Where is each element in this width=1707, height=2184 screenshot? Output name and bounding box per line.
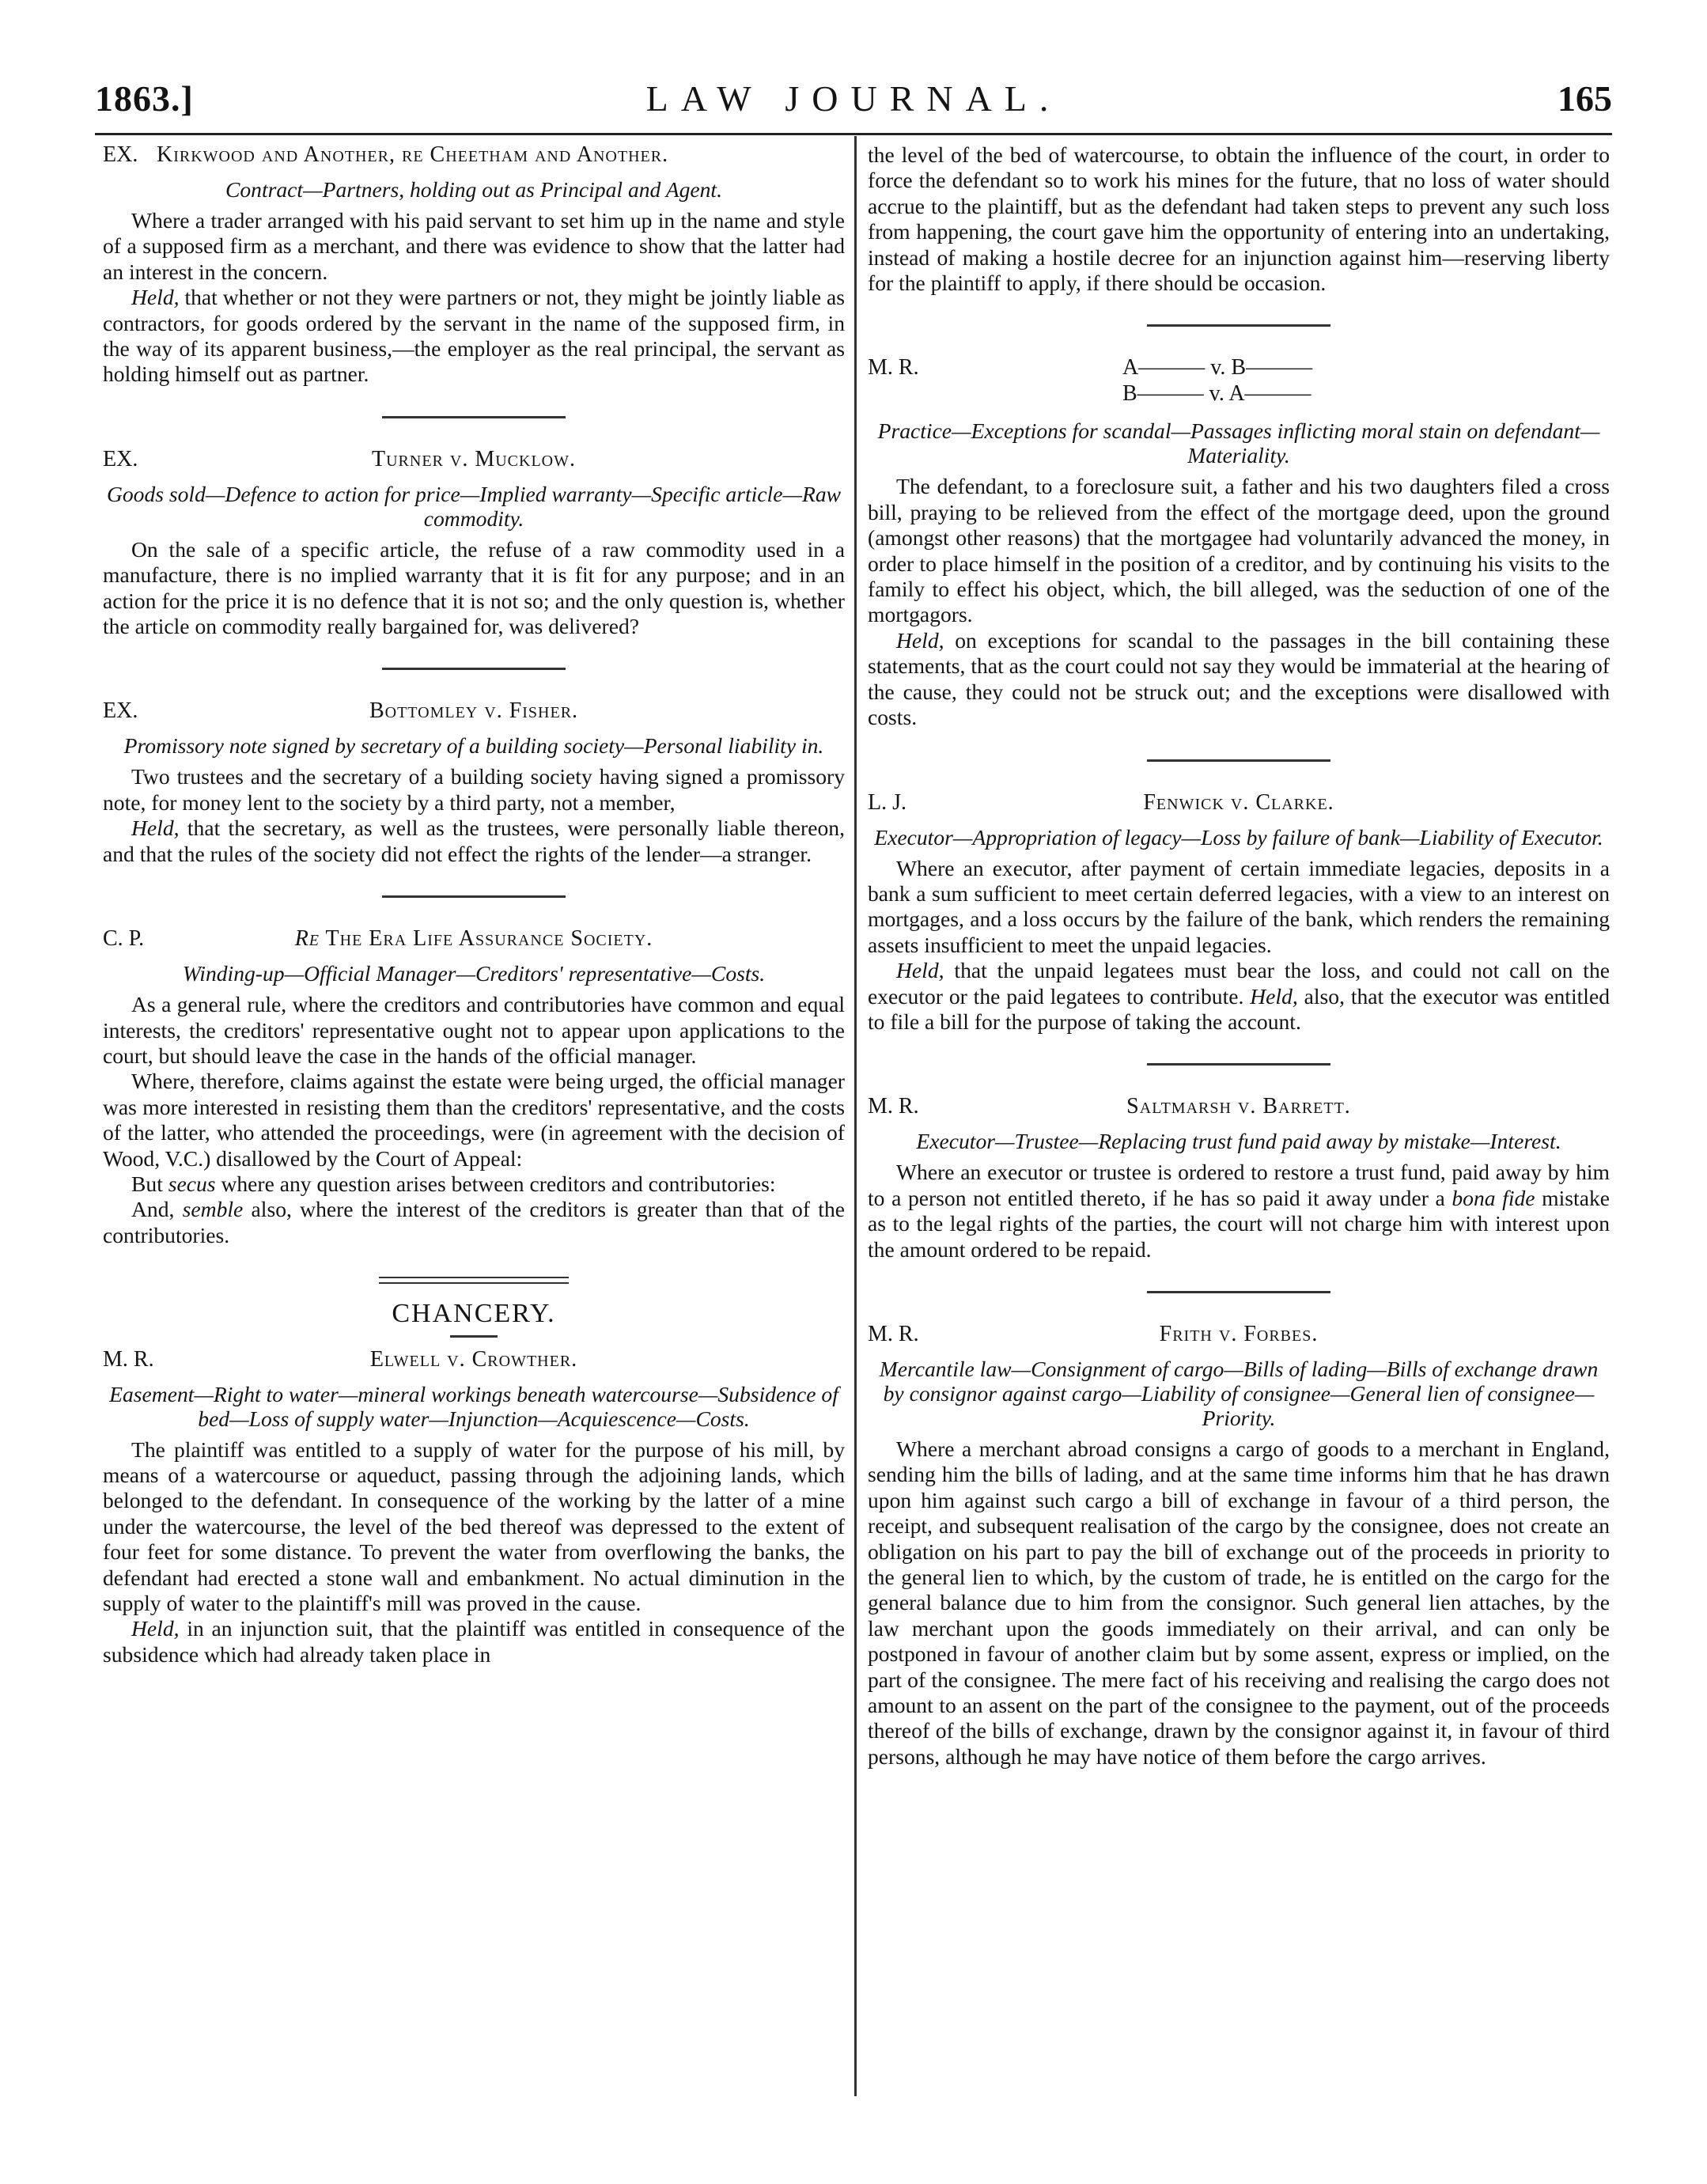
column-divider xyxy=(854,136,857,2096)
italic-run: bona fide xyxy=(1452,1185,1535,1210)
case-title: Turner v. Mucklow. xyxy=(372,446,576,471)
right-column xyxy=(868,142,1610,1770)
case-rubric: Goods sold—Defence to action for price—Implied warranty—Specific article—Raw commodity. xyxy=(106,481,842,531)
case-title: Saltmarsh v. Barrett. xyxy=(1126,1094,1351,1119)
case-elwell xyxy=(103,1347,845,1668)
case-turner xyxy=(103,447,845,640)
case-rubric: Practice—Exceptions for scandal—Passages inflicting moral stain on defendant—Materiality. xyxy=(877,418,1600,468)
court-label: M. R. xyxy=(868,1094,919,1119)
text-run: also, where the interest of the creditors is greater than that of the contributories. xyxy=(103,1197,845,1247)
case-paragraph: Where a merchant abroad consigns a cargo of goods to a merchant in England, sending him the bills of lading, and at the same time informs him that he has drawn upon him against such cargo a bill of exchange in favour of a third person, the receipt, and subsequent realisation of the cargo by the consignee, does not create an obligation on his part to pay the bill of exchange out of the proceeds in priority to the general lien to which, by the custom of trade, he is entitled on the cargo for the general balance due to him from the consignor. Such general lien attaches, by the law merchant upon the goods immediately on their arrival, and can only be postponed in favour of another claim but by some assent, express or implied, on the part of the consignee. The mere fact of his receiving and realising the cargo does not amount to an assent on the part of the consignee to the payment, out of the proceeds thereof of the bills of exchange, drawn by the consignor against it, in favour of third persons, although he may have notice of them before the cargo arrives. xyxy=(868,1436,1610,1769)
case-rubric: Promissory note signed by secretary of a building society—Personal liability in. xyxy=(123,733,824,759)
text-run: where any question arises between creditors and contributories: xyxy=(215,1171,776,1196)
case-paragraph: The plaintiff was entitled to a supply of water for the purpose of his mill, by means of a watercourse or aqueduct, passing through the adjoining lands, which belonged to the defendant. In consequence of the working by the latter of a mine under the watercourse, the level of the bed thereof was depressed to the extent of four feet for some distance. To prevent the water from overflowing the banks, the defendant had erected a stone wall and embankment. No actual diminution in the supply of water to the plaintiff's mill was proved in the cause. xyxy=(103,1436,845,1615)
case-separator xyxy=(382,668,566,670)
court-label: L. J. xyxy=(868,789,906,815)
text-run: And, xyxy=(131,1197,183,1222)
held-text: also, that the executor was entitled to file a bill for the purpose of taking the account. xyxy=(868,983,1610,1034)
court-label: M. R. xyxy=(868,1321,919,1346)
case-kirkwood xyxy=(103,142,845,388)
case-title: Bottomley v. Fisher. xyxy=(369,698,579,724)
text-run: mistake as to the legal rights of the parties, the court will not charge him with interest upon the amount ordered to be repaid. xyxy=(868,1185,1610,1262)
case-separator xyxy=(1147,1291,1330,1293)
left-column xyxy=(103,142,845,1667)
case-paragraph: Two trustees and the secretary of a building society having signed a promissory note, for money lent to the society by a third party, not a member, xyxy=(103,764,845,815)
case-title: Frith v. Forbes. xyxy=(1159,1321,1319,1346)
case-paragraph: The defendant, to a foreclosure suit, a father and his two daughters filed a cross bill, praying to be relieved from the effect of the mortgage deed, upon the ground (amongst other reasons) that the mortgagee had voluntarily advanced the money, in order to place himself in the position of a creditor, and by continuing his visits to the family to effect his object, which, the bill alleged, was the seduction of one of the mortgagors. xyxy=(868,474,1610,627)
parties-line-2: B——— v. A——— xyxy=(1122,381,1311,407)
case-paragraph: Where, therefore, claims against the estate were being urged, the official manager was more interested in resisting them than the creditors' representative, and the costs of the latter, who attended the proceedings, were (in agreement with the decision of Wood, V.C.) disallowed by the Court of Appeal: xyxy=(103,1069,845,1171)
case-title xyxy=(103,926,845,952)
held-paragraph xyxy=(868,628,1610,731)
case-a-v-b xyxy=(868,355,1610,730)
held-word: Held, xyxy=(896,958,944,983)
parties-line-1: A——— v. B——— xyxy=(1122,355,1313,380)
case-parties xyxy=(868,355,1610,411)
case-paragraph xyxy=(103,1197,845,1248)
held-text: that whether or not they were partners or not, they might be jointly liable as contractors, for goods ordered by the servant in the name of the supposed firm, in the way of its apparent business,—the employer as the real principal, the servant as holding himself out as partner. xyxy=(103,285,845,387)
heading-rule xyxy=(450,1335,498,1338)
case-rubric: Mercantile law—Consignment of cargo—Bills of lading—Bills of exchange drawn by consignor against cargo—Liability of consignee—General lien of consignee—Priority. xyxy=(879,1356,1599,1430)
case-rubric: Executor—Appropriation of legacy—Loss by failure of bank—Liability of Executor. xyxy=(874,824,1603,850)
case-rubric: Winding-up—Official Manager—Creditors' representative—Costs. xyxy=(182,961,766,986)
case-title-text: The Era Life Assurance Society. xyxy=(325,926,653,952)
held-text: in an injunction suit, that the plaintiff was entitled in consequence of the subsidence which had already taken place in xyxy=(103,1616,845,1667)
case-separator xyxy=(1147,324,1330,327)
text-run: Where an executor or trustee is ordered to restore a trust fund, paid away by him to a person not entitled thereto, if he has so paid it away under a xyxy=(868,1160,1610,1210)
case-rubric: Easement—Right to water—mineral workings beneath watercourse—Subsidence of bed—Loss of supply water—Injunction—Acquiescence—Costs. xyxy=(109,1381,838,1431)
case-separator xyxy=(382,416,566,418)
case-frith xyxy=(868,1322,1610,1770)
held-word: Held, xyxy=(131,285,180,310)
case-title: Elwell v. Crowther. xyxy=(369,1346,578,1372)
case-paragraph xyxy=(103,1171,845,1197)
header-rule xyxy=(95,133,1612,135)
held-text: that the secretary, as well as the trustees, were personally liable thereon, and that the rules of the society did not effect the rights of the lender—a stranger. xyxy=(103,816,845,866)
case-paragraph: On the sale of a specific article, the refuse of a raw commodity used in a manufacture, there is no implied warranty that it is fit for any purpose; and in an action for the price it is no defence that it is not so; and the only question is, whether the article on commodity really bargained for, was delivered? xyxy=(103,536,845,639)
case-rubric: Contract—Partners, holding out as Principal and Agent. xyxy=(225,177,722,202)
running-header xyxy=(95,78,1612,133)
case-separator xyxy=(1147,1063,1330,1066)
held-paragraph xyxy=(103,285,845,388)
case-title: Fenwick v. Clarke. xyxy=(1143,789,1334,815)
court-label: EX. xyxy=(103,446,138,471)
section-separator xyxy=(379,1277,569,1284)
case-paragraph xyxy=(868,1160,1610,1262)
held-paragraph xyxy=(103,1616,845,1667)
case-bottomley xyxy=(103,698,845,867)
case-fenwick xyxy=(868,790,1610,1035)
court-label: EX. xyxy=(103,142,138,167)
held-word: Held, xyxy=(896,627,944,653)
case-rubric: Executor—Trustee—Replacing trust fund paid away by mistake—Interest. xyxy=(916,1129,1561,1154)
court-label: EX. xyxy=(103,698,138,724)
court-label: C. P. xyxy=(103,926,145,952)
journal-title: LAW JOURNAL. xyxy=(645,78,1062,119)
issue-year: 1863.] xyxy=(95,78,194,119)
held-word: Held, xyxy=(1250,983,1298,1009)
case-paragraph: As a general rule, where the creditors and contributories have common and equal interests, the creditors' representative ought not to appear upon applications to the court, but should leave the case in the hands of the official manager. xyxy=(103,992,845,1068)
held-word: Held, xyxy=(131,816,180,841)
held-text: on exceptions for scandal to the passages in the bill containing these statements, that as the court could not say they would be immaterial at the hearing of the cause, they could not be struck out; and the exceptions were disallowed with costs. xyxy=(868,627,1610,730)
case-paragraph: Where an executor, after payment of certain immediate legacies, deposits in a bank a sum sufficient to meet certain deferred legacies, with a view to an interest on mortgages, and a loss occurs by the failure of the bank, which renders the remaining assets insufficient to meet the unpaid legacies. xyxy=(868,855,1610,957)
held-word: Held, xyxy=(131,1616,180,1641)
case-title-prefix: Re xyxy=(294,926,320,952)
case-era-life xyxy=(103,926,845,1248)
case-title: Kirkwood and Another, re Cheetham and Another. xyxy=(157,142,669,167)
court-label: M. R. xyxy=(103,1346,154,1372)
case-paragraph: Where a trader arranged with his paid servant to set him up in the name and style of a supposed firm as a merchant, and there was evidence to show that the latter had an interest in the concern. xyxy=(103,208,845,284)
case-separator xyxy=(1147,759,1330,762)
continuation-paragraph: the level of the bed of watercourse, to obtain the influence of the court, in order to force the defendant so to work his mines for the future, that no loss of water should accrue to the plaintiff, but as the defendant had taken steps to prevent any such loss from happening, the court gave him the opportunity of entering into an undertaking, instead of making a hostile decree for an injunction against him—reserving liberty for the plaintiff to apply, if there should be occasion. xyxy=(868,142,1610,296)
court-label: M. R. xyxy=(868,355,919,380)
case-separator xyxy=(382,895,566,898)
page-number: 165 xyxy=(1557,78,1612,119)
held-text: that the unpaid legatees must bear the loss, and could not call on the executor or the paid legatees to contribute. xyxy=(868,958,1610,1009)
italic-run: secus xyxy=(168,1171,216,1196)
held-paragraph xyxy=(103,816,845,867)
held-paragraph xyxy=(868,958,1610,1035)
section-heading: CHANCERY. xyxy=(392,1299,556,1329)
case-saltmarsh xyxy=(868,1094,1610,1262)
italic-run: semble xyxy=(182,1197,244,1222)
text-run: But xyxy=(131,1171,168,1196)
